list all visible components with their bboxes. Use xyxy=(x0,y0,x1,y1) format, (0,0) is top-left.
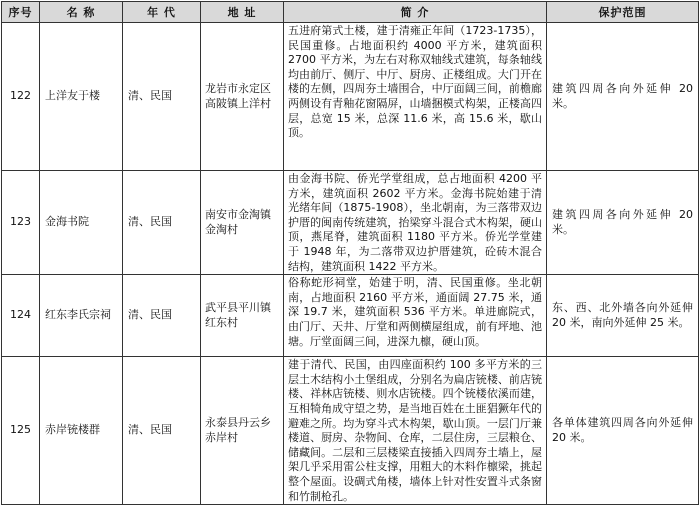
row-description xyxy=(284,275,547,357)
row-era: 清、民国 xyxy=(123,171,201,275)
row-protection: 东、西、北外墙各向外延伸 20 米，南向外延伸 25 米。 xyxy=(547,275,699,357)
row-description xyxy=(284,357,547,505)
row-protection: 建筑四周各向外延伸 20 米。 xyxy=(547,23,699,171)
header-location: 地 址 xyxy=(201,2,284,23)
row-name: 上洋友于楼 xyxy=(40,23,123,171)
header-era: 年 代 xyxy=(123,2,201,23)
row-description-text: 建于清代、民国，由四座面积约 100 多平方米的三层土木结构小土堡组成，分别名为扁店铳楼、前店铳楼、祥林店铳楼、则水店铳楼。四个铳楼依溪而建，互相犄角成守望之势，是当地百姓在土匪猖獗年代的避难之所。均为穿斗式木构架，歇山顶。一层门厅兼楼道、厨房、杂物间、仓库，二层住房，三层粮仓、储藏间。二层和三层楼梁直接插入四周夯土墙上，屋架几乎采用雷公柱支撑，用粗大的木料作檩梁，挑起整个屋面。设碉式角楼，墙体上针对性安置斗式条窗和竹制枪孔。 xyxy=(288,358,542,503)
row-protection: 建筑四周各向外延伸 20 米。 xyxy=(547,171,699,275)
header-num: 序号 xyxy=(2,2,40,23)
row-num: 125 xyxy=(2,357,40,505)
row-description-text: 由金海书院、侨光学堂组成，总占地面积 4200 平方米，建筑面积 2602 平方米。金海书院始建于清光绪年间（1875-1908），坐北朝南，为三落带双边护厝的闽南传统建筑，抬梁穿斗混合式木构架，硬山顶，燕尾脊，建筑面积 1180 平方米。侨光学堂建于 1948 年，为二落带双边护厝建筑，砼砖木混合结构，建筑面积 1422 平方米。 xyxy=(288,172,542,273)
row-num: 124 xyxy=(2,275,40,357)
row-name: 金海书院 xyxy=(40,171,123,275)
row-description xyxy=(284,23,547,171)
table-row xyxy=(2,357,699,505)
row-location: 龙岩市永定区高陂镇上洋村 xyxy=(201,23,284,171)
row-era: 清、民国 xyxy=(123,275,201,357)
row-description xyxy=(284,171,547,275)
row-protection: 各单体建筑四周各向外延伸 20 米。 xyxy=(547,357,699,505)
row-era: 清、民国 xyxy=(123,357,201,505)
row-num: 123 xyxy=(2,171,40,275)
row-description-text: 俗称蛇形祠堂，始建于明，清、民国重修。坐北朝南，占地面积 2160 平方米，通面阔 27.75 米，通深 19.7 米，建筑面积 536 平方米。单进廊院式，由门厅、天井、厅堂和两侧横屋组成，前有坪地、池塘。厅堂面阔三间，进深九檩，硬山顶。 xyxy=(288,276,542,348)
heritage-sites-table xyxy=(1,1,699,505)
row-location: 永泰县丹云乡赤岸村 xyxy=(201,357,284,505)
row-name: 赤岸铳楼群 xyxy=(40,357,123,505)
table-row xyxy=(2,171,699,275)
row-num: 122 xyxy=(2,23,40,171)
row-era: 清、民国 xyxy=(123,23,201,171)
row-location: 南安市金淘镇金淘村 xyxy=(201,171,284,275)
row-description-text: 五进府第式土楼，建于清雍正年间（1723-1735），民国重修。占地面积约 4000 平方米，建筑面积 2700 平方米，为左右对称双轴线式建筑，每条轴线均由前厅、侧厅、中厅、厨房、正楼组成。大门开在楼的左侧，四周夯土墙围合，中厅面阔三间，前檐廊两侧设有青釉花窗隔屏，山墙捆模式构架，正楼高四层，总宽 15 米，总深 11.6 米，高 15.6 米，歇山顶。 xyxy=(288,24,542,140)
header-protection: 保护范围 xyxy=(547,2,699,23)
table-row xyxy=(2,275,699,357)
table-header-row xyxy=(2,2,699,23)
row-name: 红东李氏宗祠 xyxy=(40,275,123,357)
table-row xyxy=(2,23,699,171)
header-name: 名 称 xyxy=(40,2,123,23)
row-location: 武平县平川镇红东村 xyxy=(201,275,284,357)
header-description: 简 介 xyxy=(284,2,547,23)
